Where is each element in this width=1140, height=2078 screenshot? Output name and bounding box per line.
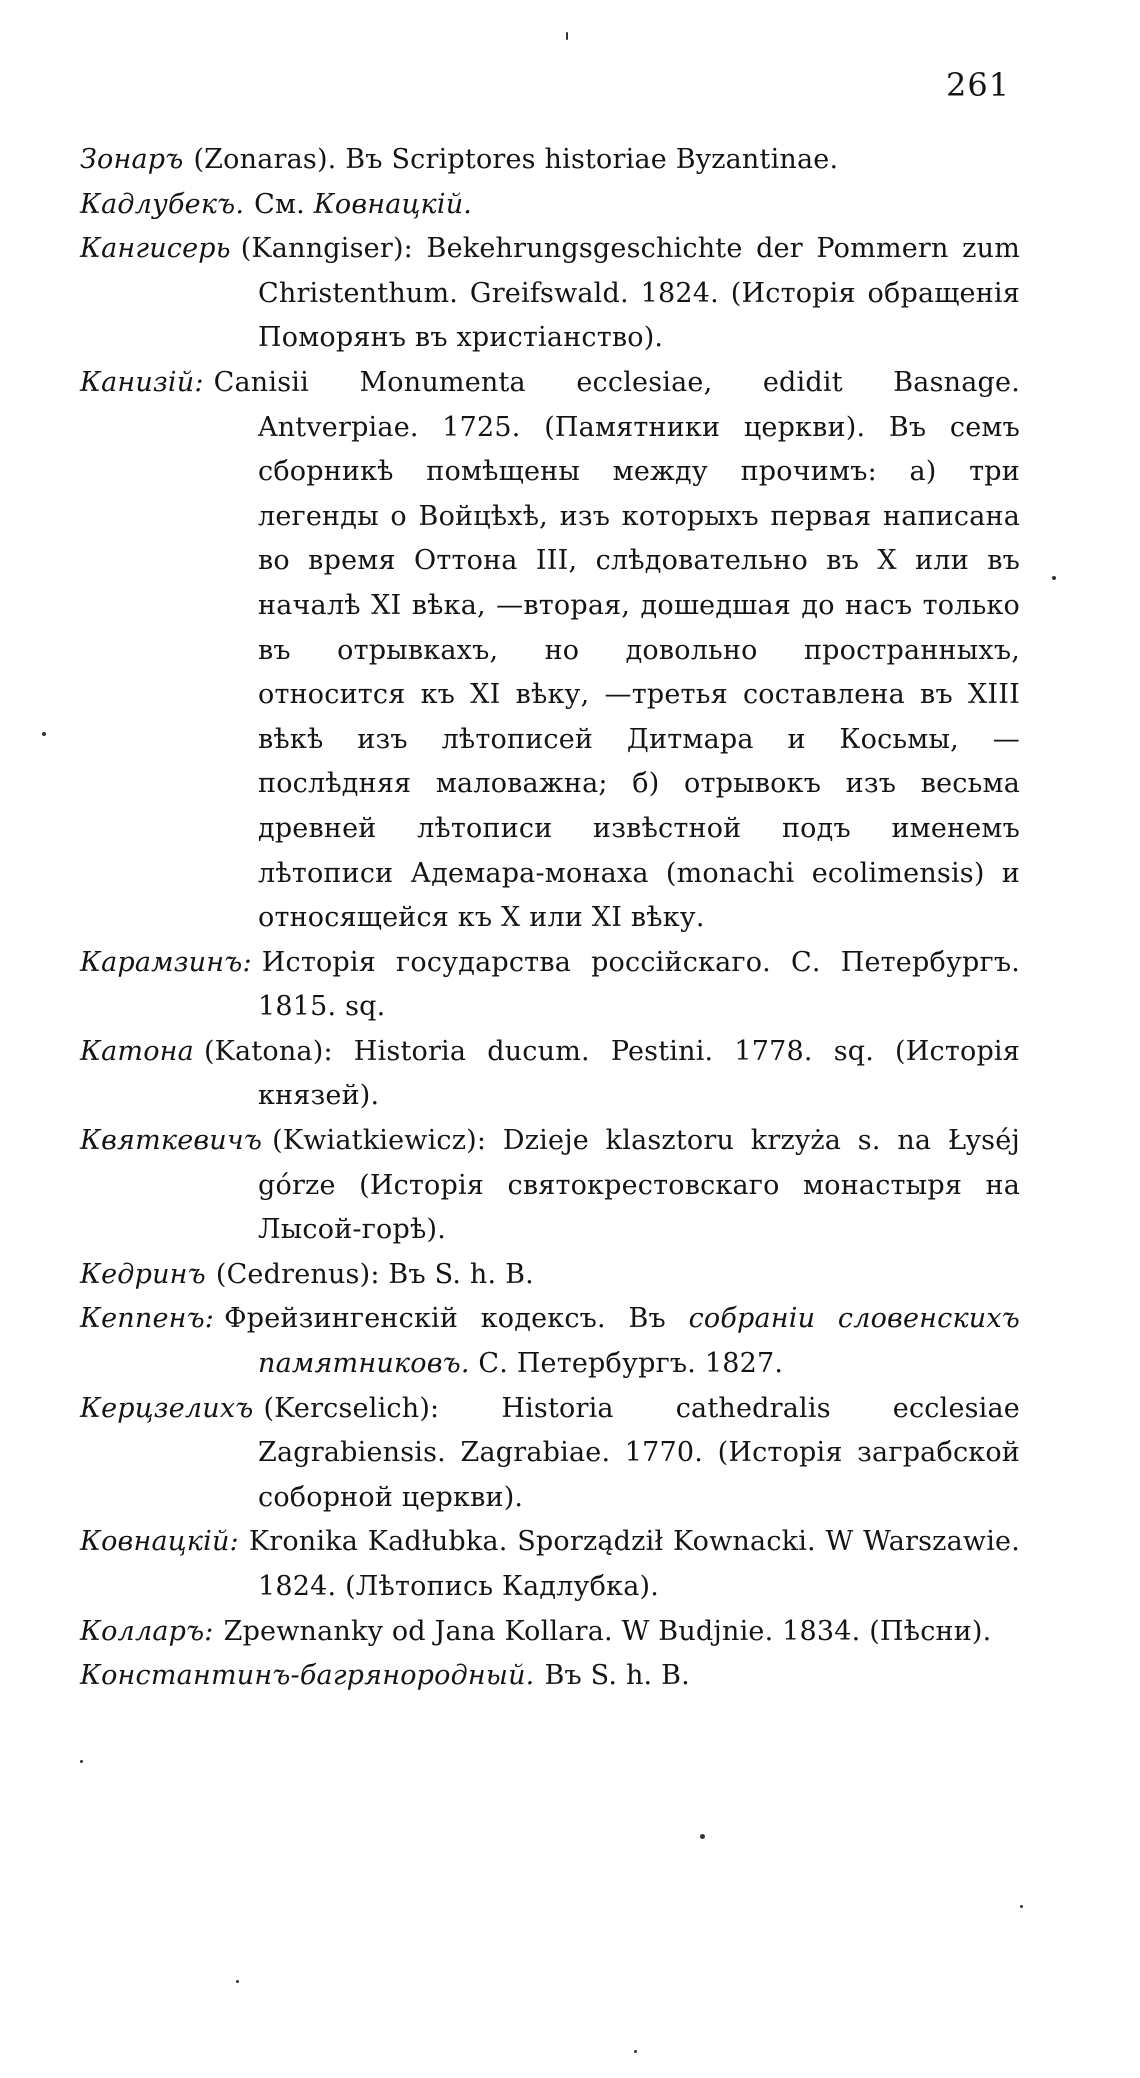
entry-text: Zpewnanky od Jana Kollara. W Budjnie. 1834. (Пѣсни).: [223, 1615, 992, 1647]
entry-author: Кеппенъ:: [80, 1303, 215, 1335]
entry-author: Кангисерь: [80, 233, 231, 265]
entry-author: Кедринъ: [80, 1258, 206, 1290]
entry-text: (Zonaras). Въ Scriptores historiae Byzantinae.: [193, 144, 839, 175]
bibliography-entry: [80, 1253, 1020, 1298]
entry-text-tail: С. Петербургъ. 1827.: [469, 1348, 784, 1380]
bibliography-entry: [80, 1654, 1020, 1699]
print-speck: [1020, 1905, 1023, 1908]
print-speck: [700, 1834, 705, 1839]
bibliography-entry: [80, 361, 1020, 941]
print-speck: [634, 2050, 637, 2053]
bibliography-entry: [80, 138, 1020, 183]
entry-author: Константинъ-багрянородный.: [80, 1660, 535, 1692]
entry-author: Карамзинъ:: [80, 946, 252, 978]
bibliography-entry: [80, 1520, 1020, 1609]
entry-text: (Kanngiser): Bekehrungsgeschichte der Pommern zum Christenthum. Greifswald. 1824. (Исторія обращенія Поморянъ въ христіанство).: [240, 233, 1020, 354]
entry-text: (Kercselich): Historia cathedralis ecclesiae Zagrabiensis. Zagrabiae. 1770. (Исторія заграбской соборной церкви).: [258, 1392, 1020, 1513]
bibliography-entry: [80, 941, 1020, 1030]
entry-author: Ковнацкій:: [80, 1526, 239, 1558]
bibliography-entry: [80, 227, 1020, 361]
entry-italic-text: собраніи словенскихъ памятниковъ.: [258, 1303, 1020, 1380]
bibliography-entry: [80, 1297, 1020, 1386]
bibliography-entry: [80, 1030, 1020, 1119]
entry-text: См.: [254, 188, 314, 220]
print-speck: [42, 732, 46, 736]
entry-text: Kronika Kadłubka. Sporządził Kownacki. W Warszawie. 1824. (Лѣтопись Кадлубка).: [248, 1526, 1020, 1602]
entry-text: (Cedrenus): Въ S. h. B.: [215, 1258, 534, 1290]
print-speck: [1052, 576, 1056, 580]
entry-text: Canisii Monumenta ecclesiae, edidit Basnage. Antverpiae. 1725. (Памятники церкви). Въ семъ сборникѣ помѣщены между прочимъ: а) три легенды о Войцѣхѣ, изъ которыхъ первая написана во время Оттона III, слѣдовательно въ X или въ началѣ XI вѣка, —вторая, дошедшая до насъ только въ отрывкахъ, но довольно пространныхъ, относится къ XI вѣку, —третья составлена въ XIII вѣкѣ изъ лѣтописей Дитмара и Косьмы, —послѣдняя маловажна; б) отрывокъ изъ весьма древней лѣтописи извѣстной подъ именемъ лѣтописи Адемара-монаха (monachi ecolimensis) и относящейся къ X или XI вѣку.: [213, 366, 1020, 934]
bibliography-entry: [80, 1119, 1020, 1253]
entry-author: Канизій:: [80, 366, 204, 398]
bibliography-entry: [80, 1387, 1020, 1521]
bibliography-entries: [80, 138, 1020, 1699]
entry-text: Исторія государства россійскаго. С. Петербургъ. 1815. sq.: [258, 946, 1020, 1023]
entry-text: (Kwiatkiewicz): Dzieje klasztoru krzyża s. na Łyséj górze (Исторія святокрестовскаго монастыря на Лысой-горѣ).: [258, 1125, 1020, 1246]
entry-author: Зонаръ: [80, 144, 184, 175]
print-speck: [236, 1980, 239, 1983]
page-number: 261: [946, 66, 1011, 104]
entry-author: Керцзелихъ: [80, 1392, 254, 1424]
entry-author: Катона: [80, 1035, 194, 1067]
print-speck: [80, 1760, 83, 1763]
entry-italic-text: Ковнацкій.: [313, 188, 473, 220]
entry-text: (Katona): Historia ducum. Pestini. 1778. sq. (Исторія князей).: [203, 1035, 1020, 1112]
entry-author: Кадлубекъ.: [80, 188, 245, 220]
bibliography-entry: [80, 1610, 1020, 1655]
entry-author: Колларъ:: [80, 1615, 214, 1647]
entry-author: Квяткевичъ: [80, 1125, 263, 1157]
entry-text: Въ S. h. B.: [544, 1660, 690, 1692]
bibliography-entry: [80, 183, 1020, 228]
entry-text: Фрейзингенскій кодексъ. Въ: [224, 1303, 689, 1335]
print-speck: [566, 32, 568, 40]
